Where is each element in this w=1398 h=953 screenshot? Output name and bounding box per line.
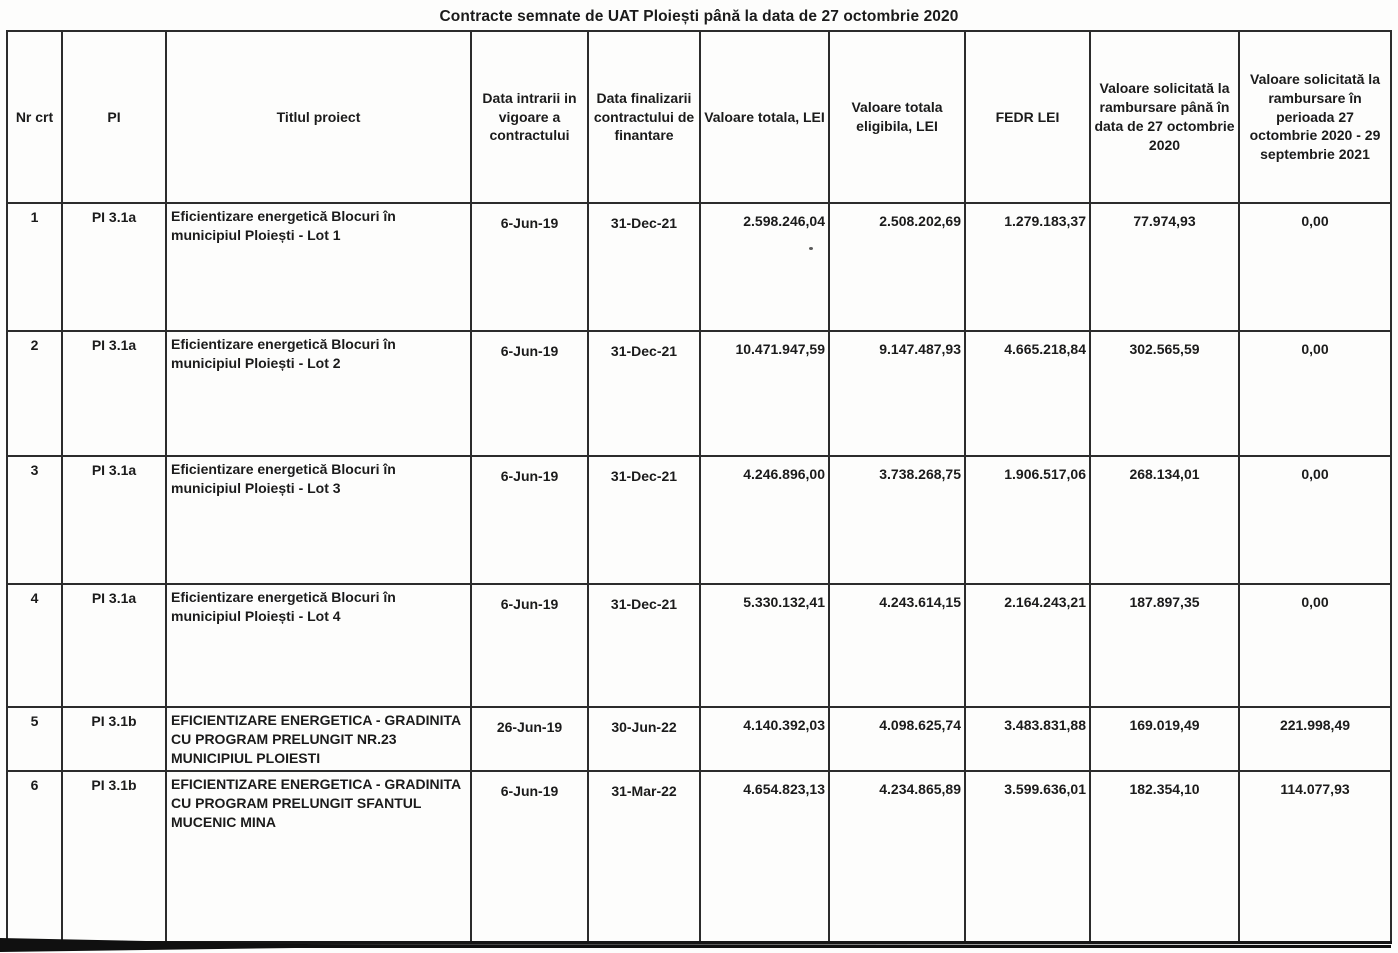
col-header-rambursare-perioada: Valoare solicitată la rambursare în perioada 27 octombrie 2020 - 29 septembrie 2021 [1239,31,1391,203]
cell-pi: PI 3.1b [62,707,166,771]
col-header-valoare-eligibila: Valoare totala eligibila, LEI [829,31,965,203]
cell-rambursare-27oct: 187.897,35 [1090,584,1239,707]
cell-data-intrarii: 6-Jun-19 [471,203,588,331]
cell-pi: PI 3.1a [62,456,166,584]
table-row [7,771,1391,942]
cell-valoare-eligibila: 9.147.487,93 [829,331,965,456]
cell-rambursare-perioada: 0,00 [1239,456,1391,584]
cell-valoare-totala: 5.330.132,41 [700,584,829,707]
cell-rambursare-27oct: 268.134,01 [1090,456,1239,584]
cell-nr: 4 [7,584,62,707]
table-row [7,584,1391,707]
cell-titlu: Eficientizare energetică Blocuri în municipiul Ploiești - Lot 3 [166,456,471,584]
cell-data-intrarii: 6-Jun-19 [471,456,588,584]
col-header-pi: PI [62,31,166,203]
cell-data-finalizarii: 31-Mar-22 [588,771,700,942]
cell-rambursare-perioada: 221.998,49 [1239,707,1391,771]
col-header-fedr: FEDR LEI [965,31,1090,203]
cell-nr: 3 [7,456,62,584]
cell-nr: 1 [7,203,62,331]
cell-data-intrarii: 6-Jun-19 [471,584,588,707]
col-header-valoare-totala: Valoare totala, LEI [700,31,829,203]
contracts-table [6,30,1392,944]
cell-data-finalizarii: 31-Dec-21 [588,456,700,584]
cell-fedr: 2.164.243,21 [965,584,1090,707]
table-row [7,331,1391,456]
cell-data-intrarii: 6-Jun-19 [471,771,588,942]
cell-data-finalizarii: 31-Dec-21 [588,584,700,707]
cell-fedr: 3.483.831,88 [965,707,1090,771]
table-header [7,31,1391,203]
cell-nr: 2 [7,331,62,456]
cell-rambursare-27oct: 182.354,10 [1090,771,1239,942]
table-row [7,456,1391,584]
cell-titlu: Eficientizare energetică Blocuri în municipiul Ploiești - Lot 2 [166,331,471,456]
cell-valoare-eligibila: 2.508.202,69 [829,203,965,331]
cell-rambursare-perioada: 0,00 [1239,331,1391,456]
table-row [7,707,1391,771]
cell-data-intrarii: 26-Jun-19 [471,707,588,771]
header-row [7,31,1391,203]
col-header-data-finalizarii: Data finalizarii contractului de finantare [588,31,700,203]
col-header-nr-crt: Nr crt [7,31,62,203]
cell-pi: PI 3.1a [62,331,166,456]
cell-valoare-eligibila: 4.098.625,74 [829,707,965,771]
cell-valoare-totala: 2.598.246,04 [700,203,829,331]
cell-valoare-totala: 4.654.823,13 [700,771,829,942]
cell-titlu: EFICIENTIZARE ENERGETICA - GRADINITA CU PROGRAM PRELUNGIT SFANTUL MUCENIC MINA [166,771,471,942]
cell-data-finalizarii: 31-Dec-21 [588,331,700,456]
cell-rambursare-27oct: 169.019,49 [1090,707,1239,771]
col-header-data-intrarii: Data intrarii in vigoare a contractului [471,31,588,203]
cell-valoare-eligibila: 4.243.614,15 [829,584,965,707]
cell-rambursare-27oct: 77.974,93 [1090,203,1239,331]
cell-pi: PI 3.1a [62,203,166,331]
cell-fedr: 1.279.183,37 [965,203,1090,331]
cell-valoare-eligibila: 3.738.268,75 [829,456,965,584]
cell-data-finalizarii: 31-Dec-21 [588,203,700,331]
cell-data-intrarii: 6-Jun-19 [471,331,588,456]
scan-speck [809,247,813,250]
cell-valoare-totala: 4.246.896,00 [700,456,829,584]
cell-titlu: Eficientizare energetică Blocuri în municipiul Ploiești - Lot 4 [166,584,471,707]
cell-rambursare-perioada: 0,00 [1239,203,1391,331]
cell-rambursare-perioada: 114.077,93 [1239,771,1391,942]
table-row [7,203,1391,331]
cell-fedr: 4.665.218,84 [965,331,1090,456]
scan-artifact-bottom-edge [0,937,1398,953]
col-header-titlul-proiect: Titlul proiect [166,31,471,203]
cell-valoare-totala: 10.471.947,59 [700,331,829,456]
table-body [7,203,1391,942]
document-title: Contracte semnate de UAT Ploiești până la data de 27 octombrie 2020 [439,8,959,25]
cell-rambursare-perioada: 0,00 [1239,584,1391,707]
cell-valoare-totala: 4.140.392,03 [700,707,829,771]
cell-valoare-eligibila: 4.234.865,89 [829,771,965,942]
cell-data-finalizarii: 30-Jun-22 [588,707,700,771]
cell-titlu: Eficientizare energetică Blocuri în municipiul Ploiești - Lot 1 [166,203,471,331]
cell-fedr: 1.906.517,06 [965,456,1090,584]
cell-nr: 6 [7,771,62,942]
cell-pi: PI 3.1b [62,771,166,942]
cell-titlu: EFICIENTIZARE ENERGETICA - GRADINITA CU PROGRAM PRELUNGIT NR.23 MUNICIPIUL PLOIESTI [166,707,471,771]
cell-fedr: 3.599.636,01 [965,771,1090,942]
cell-pi: PI 3.1a [62,584,166,707]
cell-rambursare-27oct: 302.565,59 [1090,331,1239,456]
col-header-rambursare-27oct: Valoare solicitată la rambursare până în data de 27 octombrie 2020 [1090,31,1239,203]
cell-nr: 5 [7,707,62,771]
